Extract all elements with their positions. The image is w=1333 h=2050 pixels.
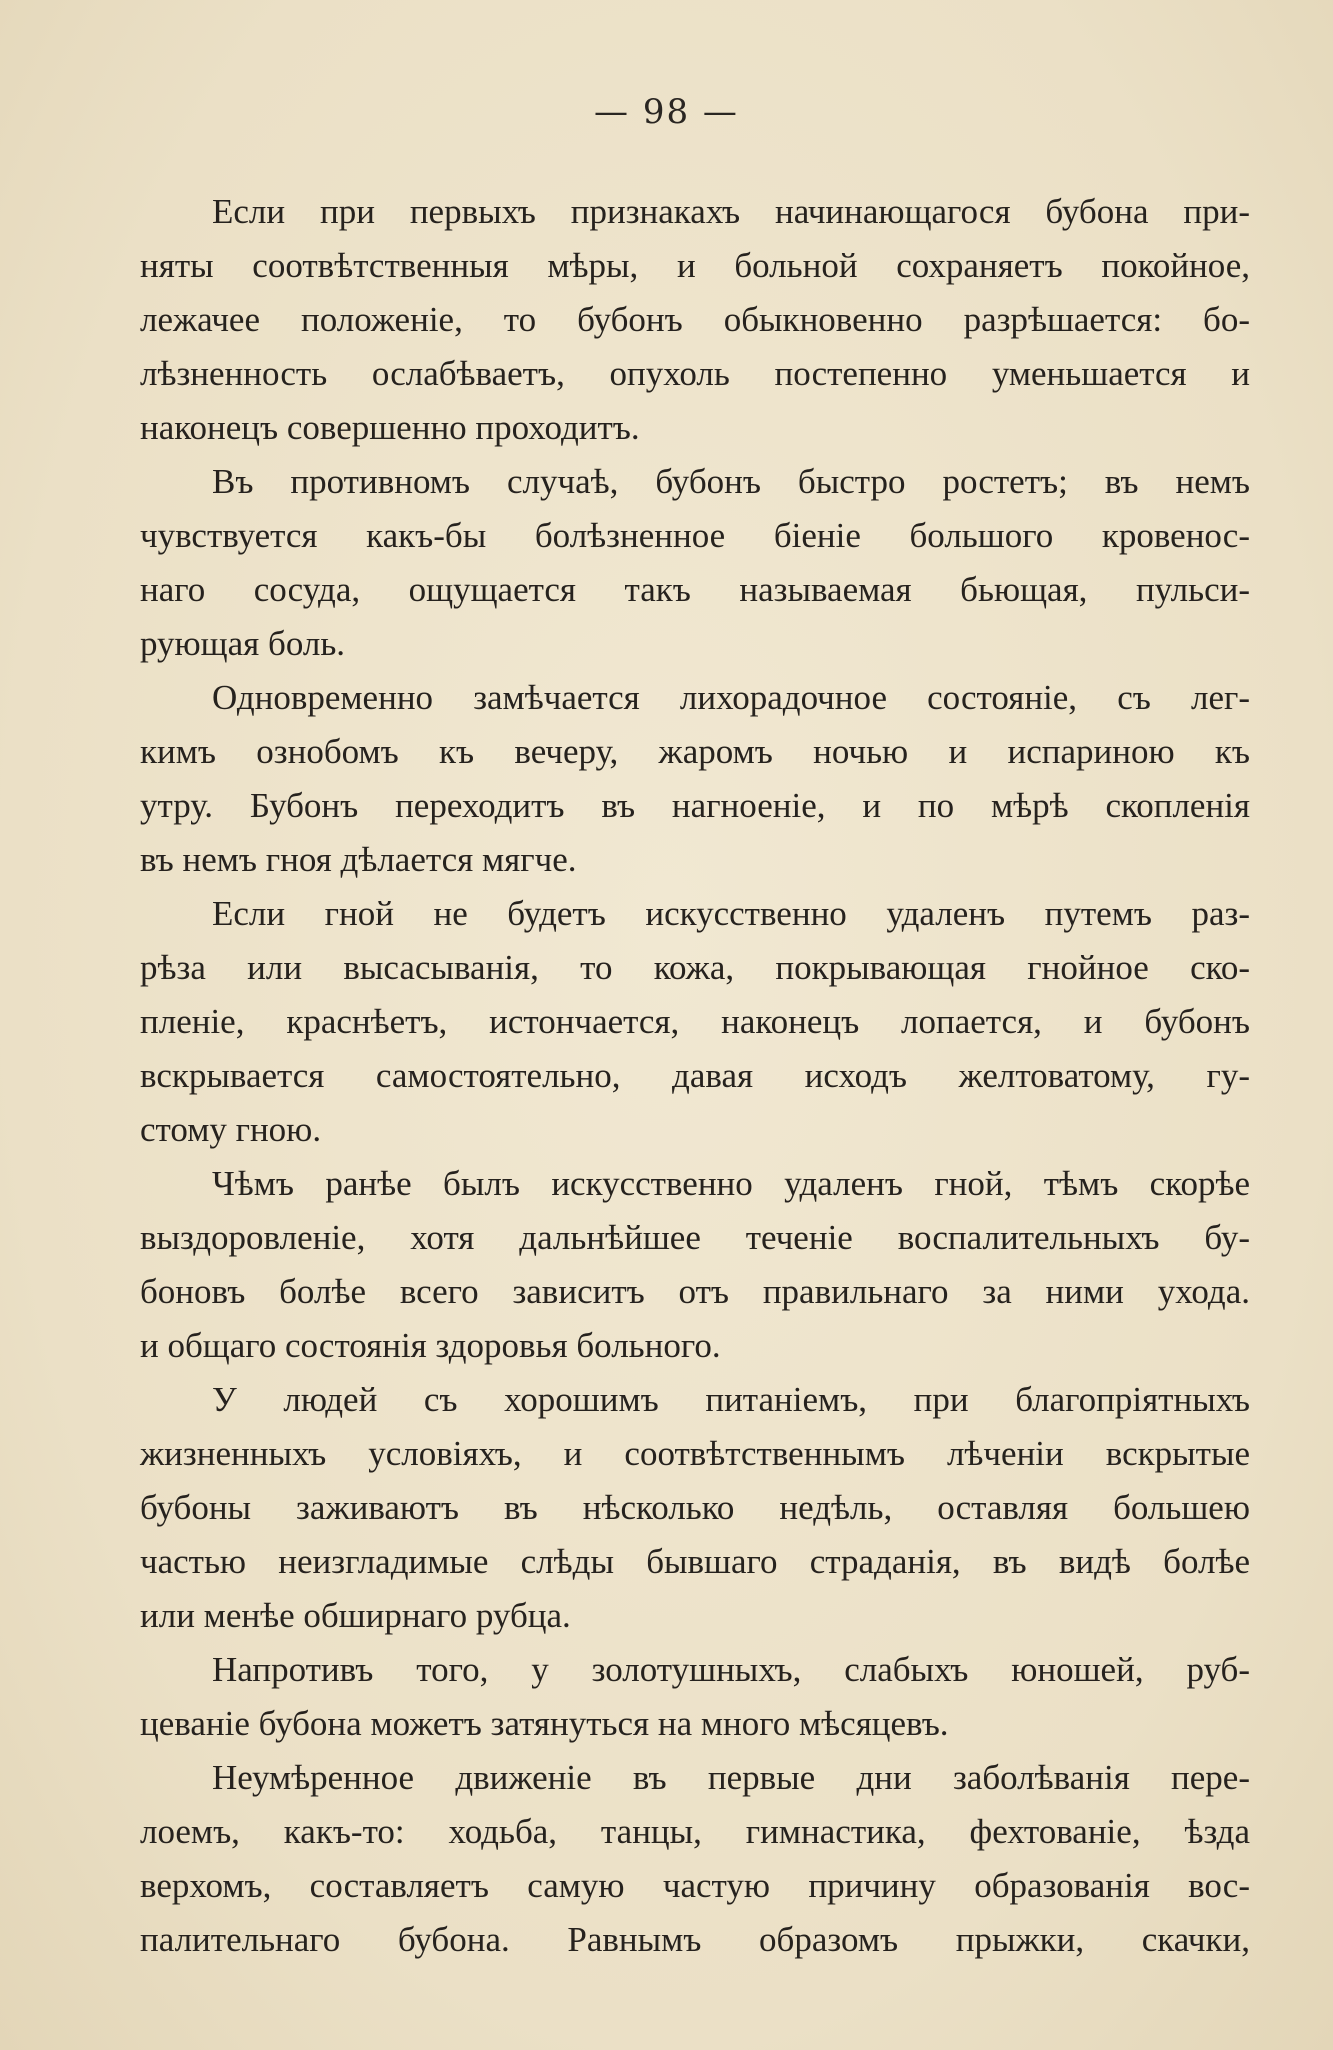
text-line: рующая боль. (140, 624, 346, 663)
text-line: въ немъ гноя дѣлается мягче. (140, 840, 577, 879)
text-line: кимъ ознобомъ къ вечеру, жаромъ ночью и испариною къ (140, 732, 1250, 771)
text-line: утру. Бубонъ переходитъ въ нагноеніе, и по мѣрѣ скопленія (140, 786, 1250, 825)
text-line: вскрывается самостоятельно, давая исходъ желтоватому, гу- (140, 1056, 1250, 1095)
text-line: чувствуется какъ-бы болѣзненное біеніе большого кровенос- (140, 516, 1250, 555)
text-line: Если гной не будетъ искусственно удаленъ путемъ раз- (212, 894, 1250, 933)
text-line: няты соотвѣтственныя мѣры, и больной сохраняетъ покойное, (140, 246, 1250, 285)
paragraph (140, 671, 1250, 887)
body-text (140, 185, 1250, 1967)
text-line: лоемъ, какъ-то: ходьба, танцы, гимнастика, фехтованіе, ѣзда (140, 1812, 1250, 1851)
text-line: верхомъ, составляетъ самую частую причину образованія вос- (140, 1866, 1250, 1905)
text-line: Если при первыхъ признакахъ начинающагося бубона при- (212, 192, 1250, 231)
paragraph (140, 185, 1250, 455)
text-line: Одновременно замѣчается лихорадочное состояніе, съ лег- (212, 678, 1250, 717)
paragraph (140, 887, 1250, 1157)
page-number: — 98 — (594, 92, 739, 132)
text-line: Неумѣренное движеніе въ первые дни заболѣванія пере- (212, 1758, 1250, 1797)
text-line: У людей съ хорошимъ питаніемъ, при благопріятныхъ (212, 1380, 1250, 1419)
paragraph (140, 1157, 1250, 1373)
paragraph (140, 1643, 1250, 1751)
text-line: пленіе, краснѣетъ, истончается, наконецъ лопается, и бубонъ (140, 1002, 1250, 1041)
text-line: или менѣе обширнаго рубца. (140, 1596, 571, 1635)
text-line: бубоны заживаютъ въ нѣсколько недѣль, оставляя большею (140, 1488, 1250, 1527)
text-line: рѣза или высасыванія, то кожа, покрывающая гнойное ско- (140, 948, 1250, 987)
paragraph (140, 455, 1250, 671)
text-line: выздоровленіе, хотя дальнѣйшее теченіе воспалительныхъ бу- (140, 1218, 1250, 1257)
text-line: боновъ болѣе всего зависитъ отъ правильнаго за ними ухода. (140, 1272, 1250, 1311)
paragraph (140, 1751, 1250, 1967)
text-line: и общаго состоянія здоровья больного. (140, 1326, 721, 1365)
text-line: жизненныхъ условіяхъ, и соотвѣтственнымъ лѣченіи вскрытые (140, 1434, 1250, 1473)
text-line: Напротивъ того, у золотушныхъ, слабыхъ юношей, руб- (212, 1650, 1250, 1689)
text-line: стому гною. (140, 1110, 322, 1149)
text-line: цеваніе бубона можетъ затянуться на много мѣсяцевъ. (140, 1704, 949, 1743)
paragraph (140, 1373, 1250, 1643)
text-line: Въ противномъ случаѣ, бубонъ быстро ростетъ; въ немъ (212, 462, 1250, 501)
text-line: лежачее положеніе, то бубонъ обыкновенно разрѣшается: бо- (140, 300, 1250, 339)
text-line: палительнаго бубона. Равнымъ образомъ прыжки, скачки, (140, 1920, 1250, 1959)
text-line: Чѣмъ ранѣе былъ искусственно удаленъ гной, тѣмъ скорѣе (212, 1164, 1250, 1203)
text-line: лѣзненность ослабѣваетъ, опухоль постепенно уменьшается и (140, 354, 1250, 393)
text-line: наго сосуда, ощущается такъ называемая бьющая, пульси- (140, 570, 1250, 609)
text-line: наконецъ совершенно проходитъ. (140, 408, 640, 447)
text-line: частью неизгладимые слѣды бывшаго страданія, въ видѣ болѣе (140, 1542, 1250, 1581)
